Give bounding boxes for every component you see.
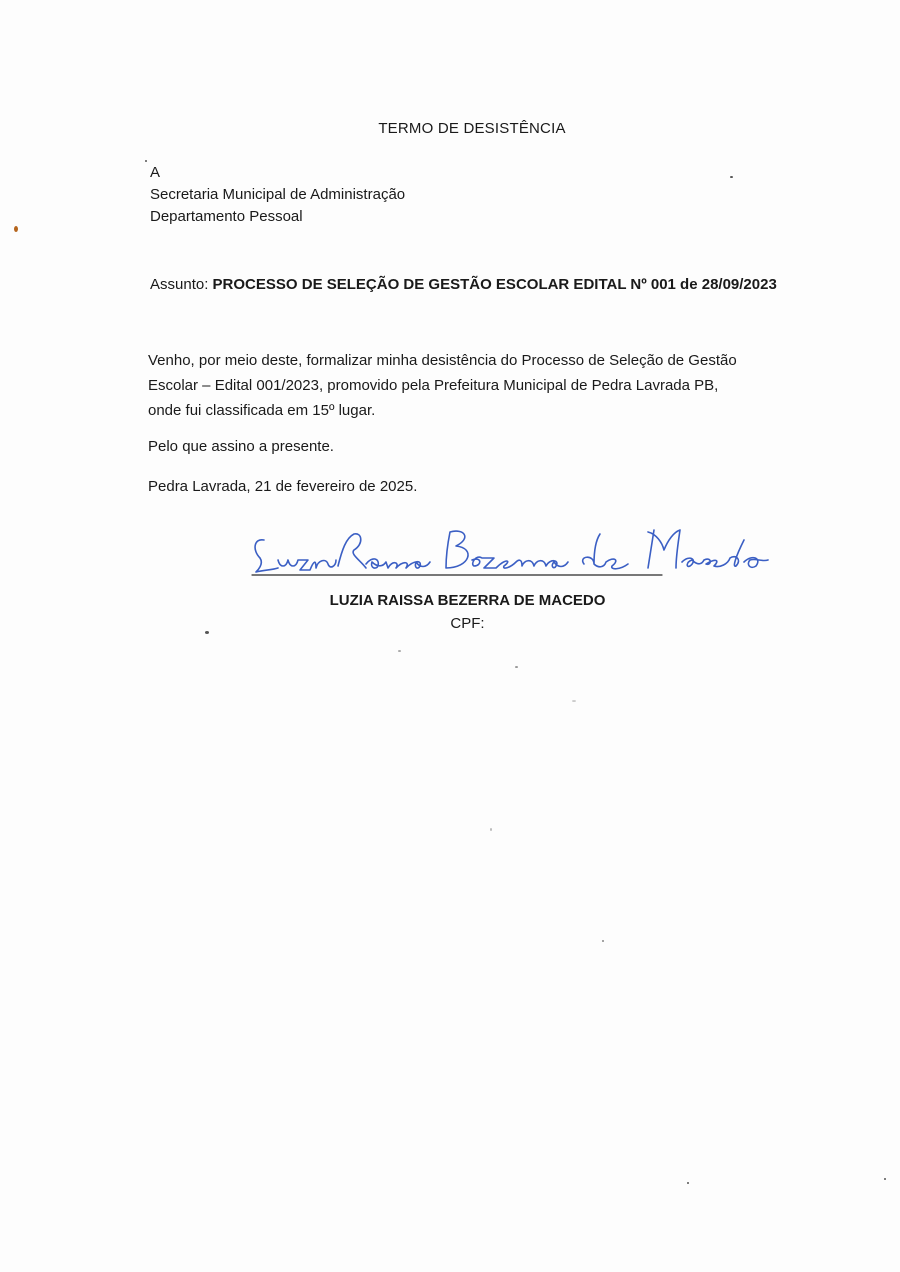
place-and-date: Pedra Lavrada, 21 de fevereiro de 2025. (148, 478, 418, 495)
body-line-3: onde fui classificada em 15º lugar. (148, 402, 376, 419)
recipient-block (150, 162, 405, 228)
cpf-label: CPF: (450, 615, 485, 632)
body-line-1: Venho, por meio deste, formalizar minha desistência do Processo de Seleção de Gestão (148, 352, 737, 369)
scan-speck (14, 226, 18, 232)
scan-speck (884, 1178, 886, 1180)
closing-statement: Pelo que assino a presente. (148, 438, 334, 455)
body-line-2: Escolar – Edital 001/2023, promovido pela Prefeitura Municipal de Pedra Lavrada PB, (148, 377, 719, 394)
document-title: TERMO DE DESISTÊNCIA (378, 120, 566, 137)
handwritten-signature (250, 520, 810, 580)
scan-speck (398, 650, 401, 652)
scan-speck (687, 1182, 689, 1184)
scan-speck (730, 176, 733, 178)
recipient-line-2: Secretaria Municipal de Administração (150, 186, 406, 203)
scan-speck (602, 940, 604, 942)
scan-speck (145, 160, 147, 162)
scan-speck (490, 828, 492, 831)
signer-name: LUZIA RAISSA BEZERRA DE MACEDO (329, 592, 606, 609)
subject-text: PROCESSO DE SELEÇÃO DE GESTÃO ESCOLAR EDITAL Nº 001 de 28/09/2023 (212, 276, 777, 293)
subject-line (150, 276, 777, 293)
recipient-line-1: A (150, 164, 161, 181)
recipient-line-3: Departamento Pessoal (150, 208, 303, 225)
subject-label: Assunto: (150, 276, 209, 293)
scan-speck (515, 666, 518, 668)
scan-speck (572, 700, 576, 702)
scan-speck (205, 631, 209, 634)
body-paragraph (148, 348, 808, 423)
